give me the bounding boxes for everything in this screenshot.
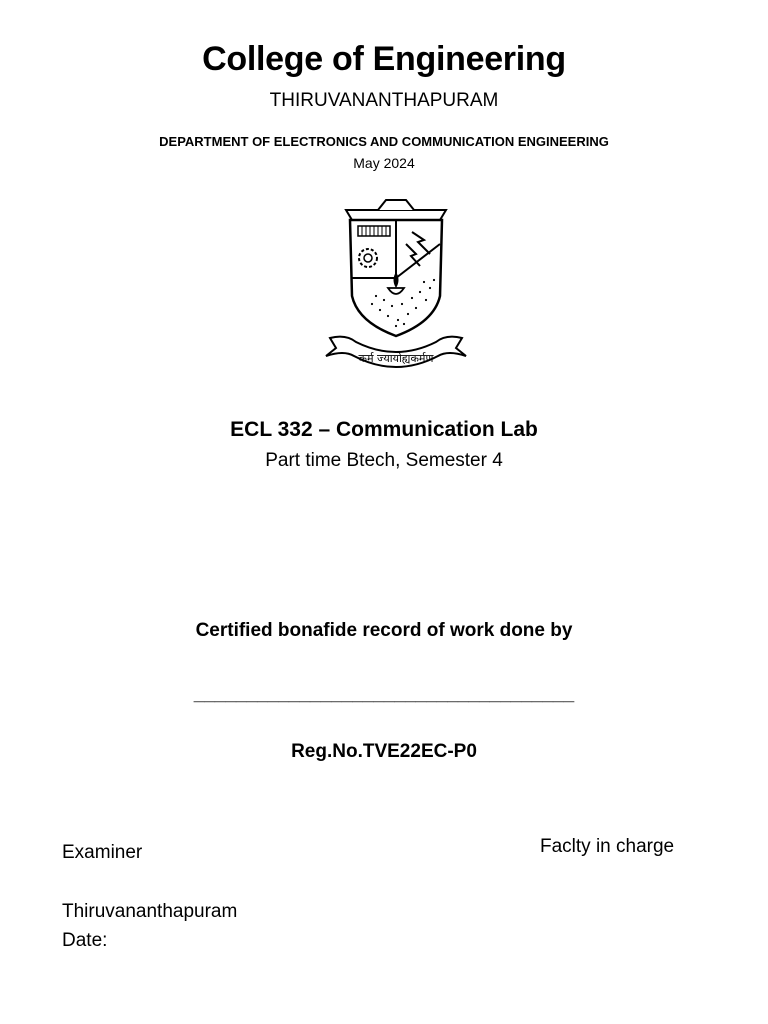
examiner-label: Examiner <box>62 842 143 863</box>
college-emblem-icon <box>316 196 476 386</box>
document-date: May 2024 <box>353 155 415 171</box>
course-program: Part time Btech, Semester 4 <box>265 450 503 471</box>
registration-number: Reg.No.TVE22EC-P0 <box>291 741 477 762</box>
faculty-label: Faclty in charge <box>540 836 675 857</box>
emblem-motto: कर्म ज्यायोह्यकर्मण <box>358 352 434 365</box>
name-blank-line: ____________________________________ <box>193 684 575 705</box>
place-label: Thiruvananthapuram <box>62 901 238 922</box>
college-name: College of Engineering <box>202 40 566 78</box>
college-city: THIRUVANANTHAPURAM <box>269 90 499 111</box>
course-title: ECL 332 – Communication Lab <box>230 418 538 441</box>
certified-statement: Certified bonafide record of work done by <box>195 620 573 641</box>
date-label: Date: <box>62 930 108 951</box>
department-name: DEPARTMENT OF ELECTRONICS AND COMMUNICATION ENGINEERING <box>159 134 609 149</box>
